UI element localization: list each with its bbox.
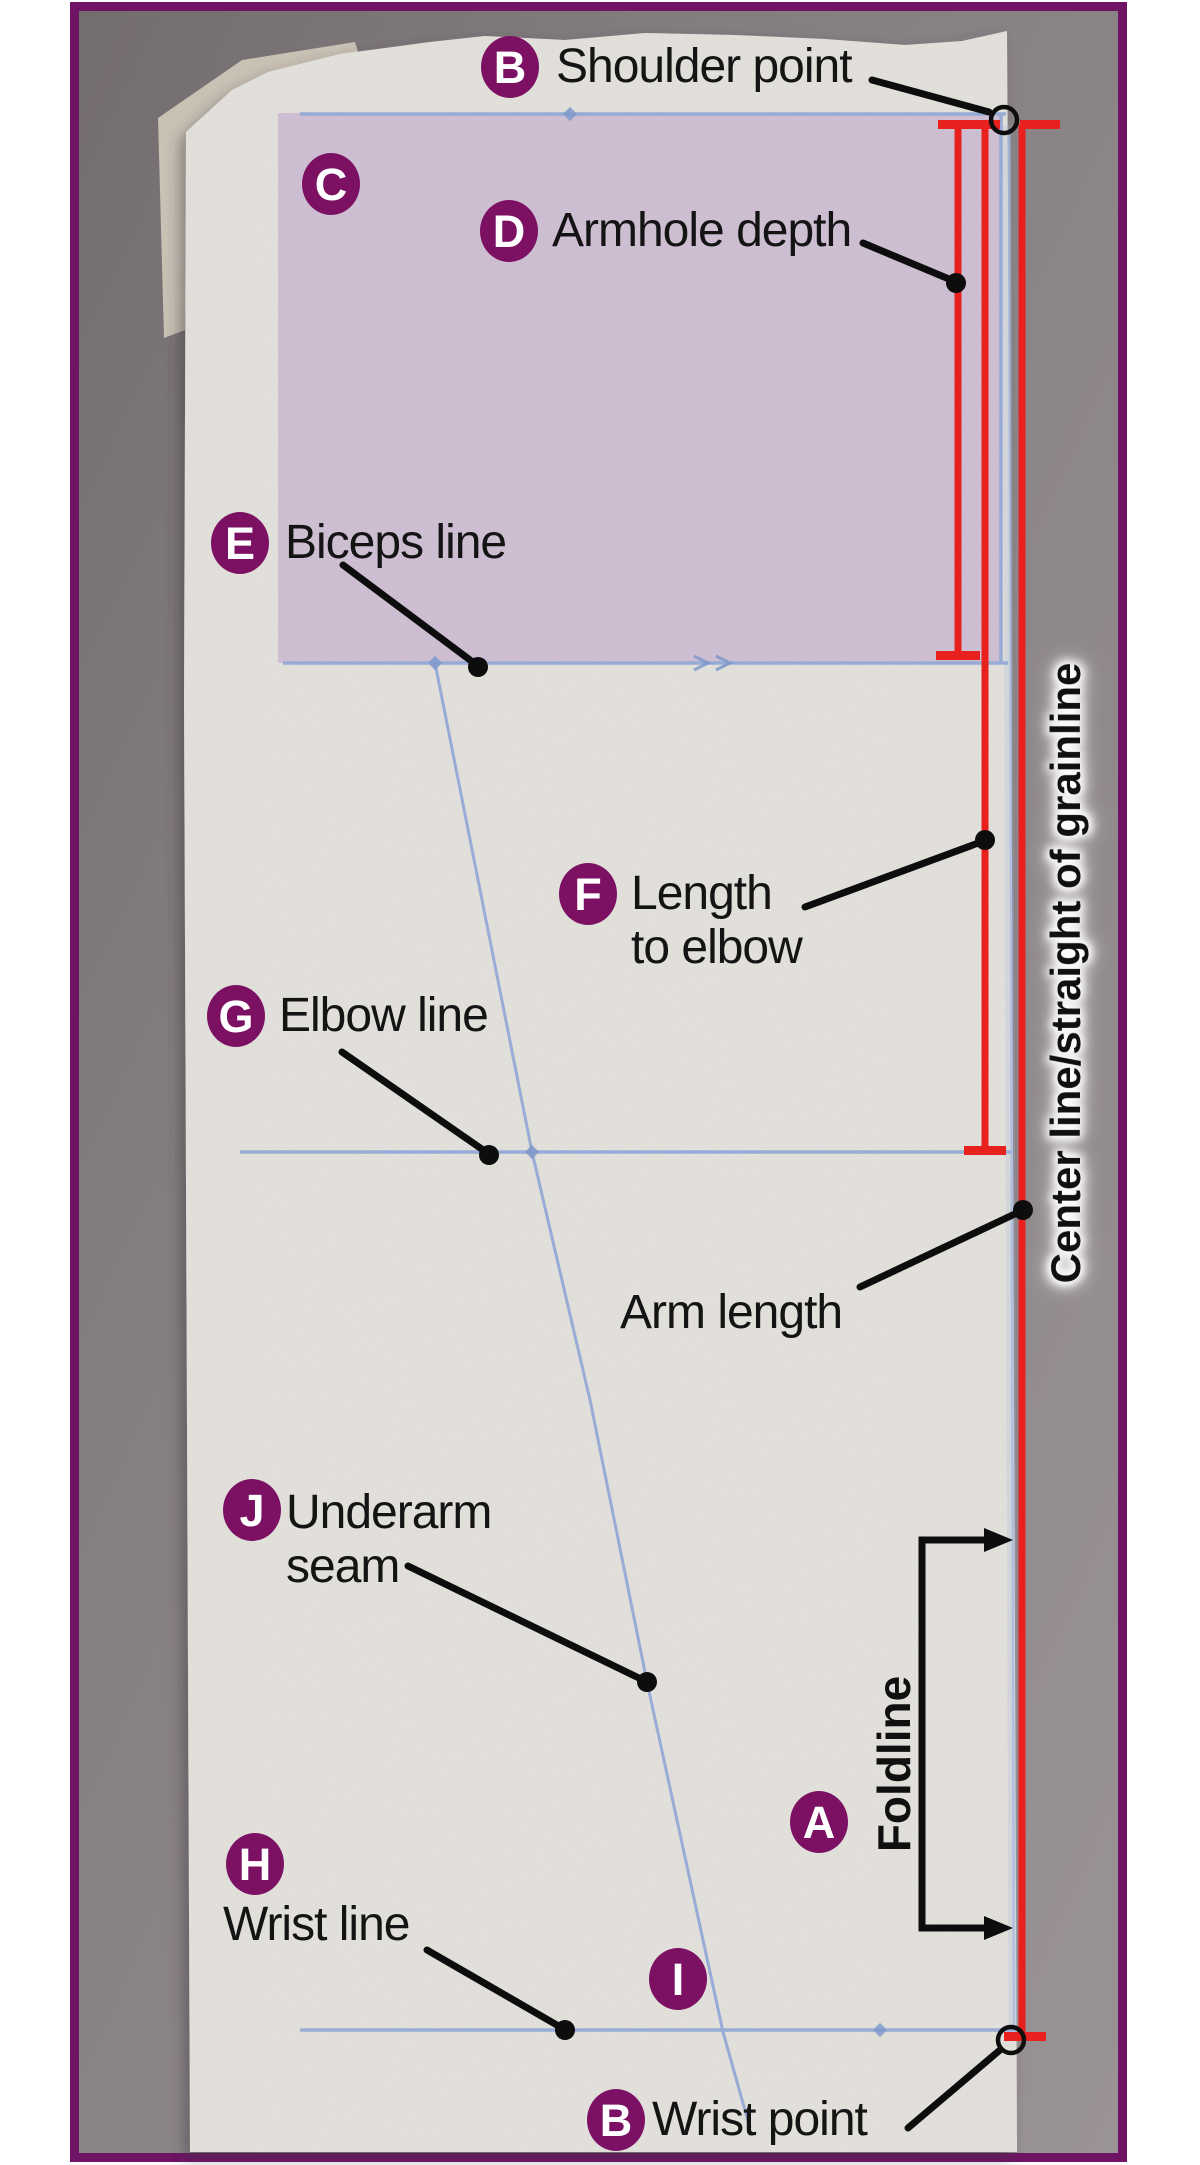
cap-section-overlay	[278, 113, 1001, 663]
label-biceps-line: Biceps line	[285, 516, 507, 569]
label-elbow-line: Elbow line	[279, 989, 488, 1042]
leader-dot	[975, 830, 995, 850]
label-underarm-seam-line2: seam	[286, 1540, 400, 1593]
label-underarm-seam	[286, 1486, 491, 1594]
label-arm-length: Arm length	[620, 1286, 843, 1339]
badge-a: A	[790, 1791, 848, 1853]
badge-h: H	[226, 1833, 284, 1895]
label-foldline: Foldline	[868, 1675, 920, 1853]
label-shoulder-point: Shoulder point	[556, 40, 852, 93]
leader-dot	[479, 1145, 499, 1165]
label-length-to-elbow	[631, 867, 802, 975]
label-underarm-seam-line1: Underarm	[286, 1486, 492, 1539]
badge-b-shoulder: B	[481, 36, 539, 98]
label-armhole-depth: Armhole depth	[552, 204, 852, 257]
badge-i: I	[649, 1948, 707, 2010]
label-grainline: Center line/straight of grainline	[1042, 662, 1089, 1284]
label-length-to-elbow-line1: Length	[631, 867, 772, 920]
label-wrist-line: Wrist line	[223, 1898, 410, 1951]
label-wrist-point: Wrist point	[652, 2093, 867, 2146]
leader-dot	[1013, 1200, 1033, 1220]
badge-d: D	[480, 200, 538, 262]
badge-g: G	[207, 985, 265, 1047]
leader-dot	[555, 2020, 575, 2040]
badge-b-wrist: B	[587, 2089, 645, 2151]
badge-e: E	[211, 512, 269, 574]
leader-dot	[946, 273, 966, 293]
leader-dot	[637, 1672, 657, 1692]
badge-f: F	[559, 863, 617, 925]
badge-c: C	[302, 153, 360, 215]
leader-dot	[468, 657, 488, 677]
label-length-to-elbow-line2: to elbow	[631, 921, 802, 974]
badge-j: J	[223, 1479, 281, 1541]
